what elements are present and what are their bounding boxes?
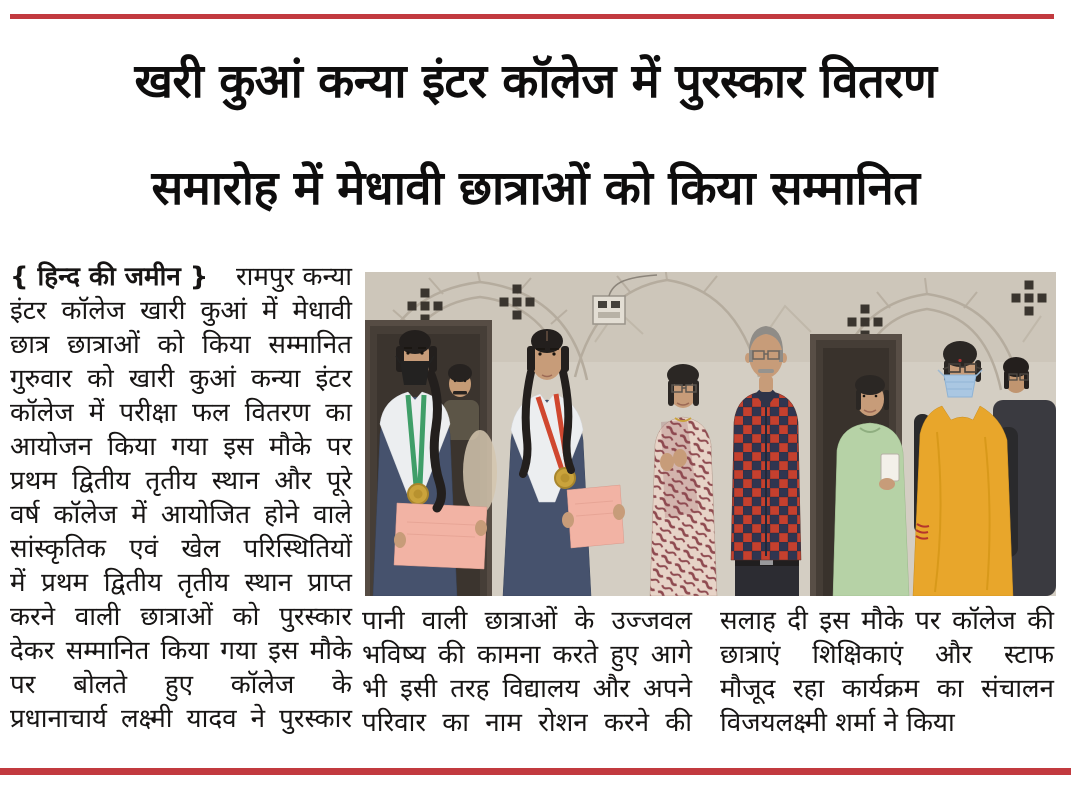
text-line: सांस्कृतिक एवं खेल परिस्थितियों <box>10 534 352 564</box>
text-line: विजयलक्ष्मी शर्मा ने किया <box>720 708 955 738</box>
text-line: गुरुवार को खारी कुआं कन्या इंटर <box>10 364 352 394</box>
headline-line-1: खरी कुआं कन्या इंटर कॉलेज में पुरस्कार वितरण <box>134 54 937 109</box>
top-red-rule <box>10 14 1054 19</box>
bindi <box>958 359 961 362</box>
certificate <box>394 503 487 569</box>
text-line: में प्रथम द्वितीय तृतीय स्थान प्राप्त <box>10 568 352 598</box>
text-line: पर बोलते हुए कॉलेज के <box>10 670 352 700</box>
text-line: कॉलेज में परीक्षा फल वितरण का <box>10 398 352 428</box>
caption-column-1 <box>362 604 692 740</box>
body-column-left-lines <box>10 294 352 736</box>
text-line: प्रधानाचार्य लक्ष्मी यादव ने पुरस्कार <box>10 704 352 734</box>
headline <box>16 28 1055 242</box>
text-line: इंटर कॉलेज खारी कुआं में मेधावी <box>10 296 352 326</box>
text-line: वर्ष कॉलेज में आयोजित होने वाले <box>10 500 352 530</box>
brand-tag: { हिन्द की जमीन } <box>10 262 209 292</box>
body-first-line <box>10 260 352 294</box>
caption-column-2 <box>720 604 1054 740</box>
text-line: भविष्य की कामना करते हुए आगे <box>362 640 692 670</box>
text-line: मौजूद रहा कार्यक्रम का संचालन <box>720 674 1054 704</box>
text-line: आयोजन किया गया इस मौके पर <box>10 432 352 462</box>
body-column-left <box>10 260 352 736</box>
text-line: देकर सम्मानित किया गया इस मौके <box>10 636 352 666</box>
text-line: छात्राएं शिक्षिकाएं और स्टाफ <box>720 640 1054 670</box>
text-line: सलाह दी इस मौके पर कॉलेज की <box>720 606 1054 636</box>
body-first-line-rest: रामपुर कन्या <box>235 262 352 292</box>
text-line: प्रथम द्वितीय तृतीय स्थान और पूरे <box>10 466 352 496</box>
bottom-red-rule <box>0 768 1071 775</box>
text-line: छात्र छात्राओं को किया सम्मानित <box>10 330 352 360</box>
text-line: पानी वाली छात्राओं के उज्जवल <box>362 606 692 636</box>
news-photo <box>365 272 1056 596</box>
text-line: करने वाली छात्राओं को पुरस्कार <box>10 602 352 632</box>
text-line: परिवार का नाम रोशन करने की <box>362 708 692 738</box>
headline-line-2: समारोह में मेधावी छात्राओं को किया सम्मानित <box>151 161 920 216</box>
text-line: भी इसी तरह विद्यालय और अपने <box>362 674 692 704</box>
